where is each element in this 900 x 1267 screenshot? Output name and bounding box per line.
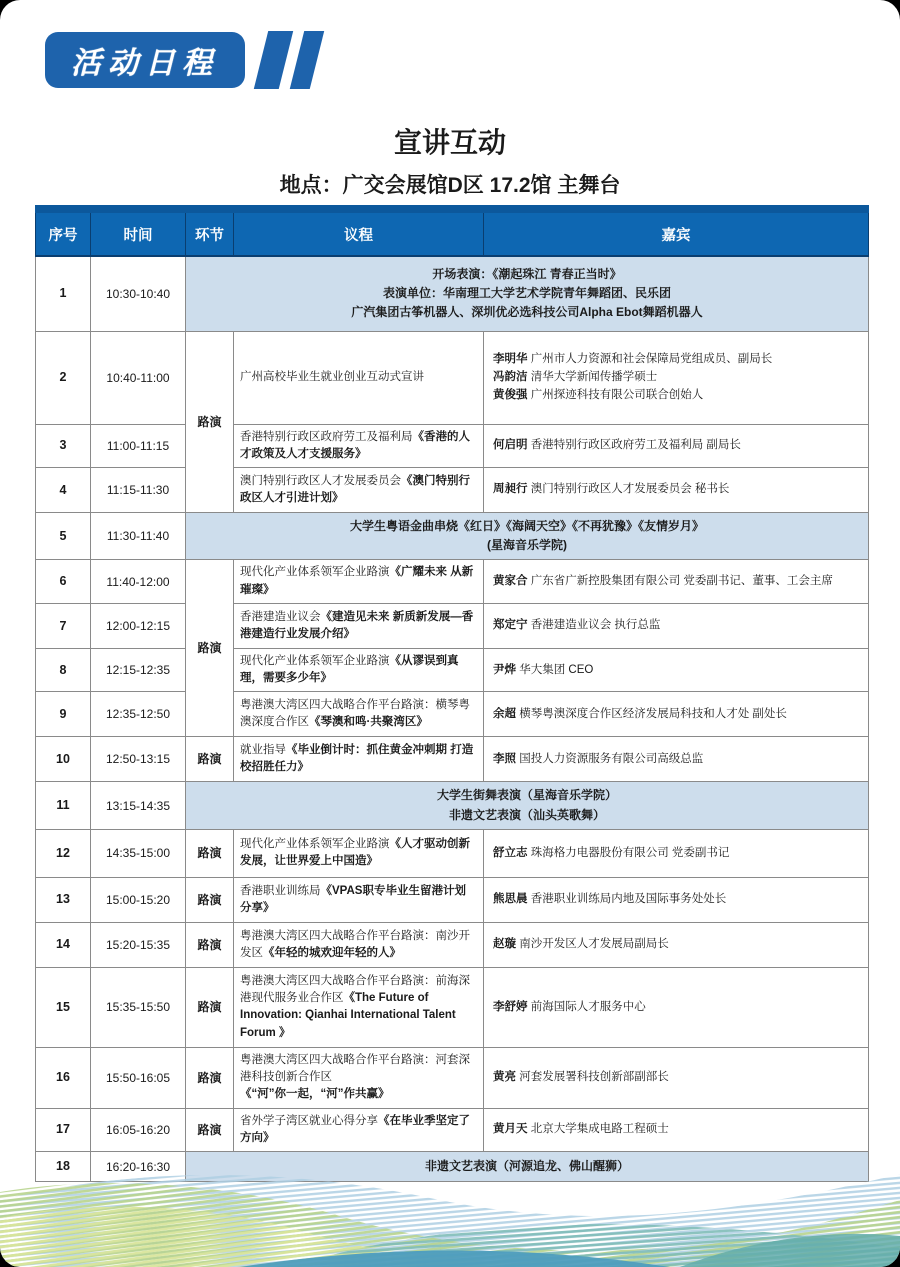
guest-cell (484, 877, 869, 922)
guest-cell (484, 829, 869, 877)
row-number: 7 (36, 603, 91, 648)
session-cell: 路演 (186, 1108, 234, 1152)
session-cell: 路演 (186, 967, 234, 1047)
row-number: 1 (36, 256, 91, 331)
guest-line: 周昶行 澳门特别行政区人才发展委员会 秘书长 (493, 483, 730, 496)
guest-name: 冯韵洁 (493, 370, 528, 383)
schedule-table-wrap (35, 205, 868, 1182)
table-row (36, 513, 869, 560)
row-number: 11 (36, 782, 91, 829)
guest-name: 黄月天 (493, 1123, 528, 1136)
agenda-text: 粤港澳大湾区四大战略合作平台路演：前海深港现代服务业合作区 (240, 974, 470, 1004)
guest-line: 余超 横琴粤澳深度合作区经济发展局科技和人才处 副处长 (493, 707, 787, 720)
row-number: 9 (36, 692, 91, 737)
agenda-text: 香港建造业议会 (240, 610, 321, 623)
row-time: 11:30-11:40 (91, 513, 186, 560)
accent-bar-icon (290, 31, 324, 89)
row-number: 17 (36, 1108, 91, 1152)
row-number: 12 (36, 829, 91, 877)
table-row (36, 829, 869, 877)
guest-line: 黄家合 广东省广新控股集团有限公司 党委副书记、董事、工会主席 (493, 575, 833, 587)
table-row (36, 560, 869, 604)
agenda-text: 现代化产业体系领军企业路演 (240, 838, 390, 850)
table-row (36, 648, 869, 692)
guest-line: 黄月天 北京大学集成电路工程硕士 (493, 1123, 669, 1136)
guest-name: 李舒婷 (493, 1000, 528, 1013)
guest-name: 周昶行 (493, 483, 528, 496)
agenda-text: 香港职业训练局 (240, 884, 321, 897)
agenda-text: 《毕业倒计时：抓住黄金冲刺期 打造校招胜任力》 (240, 744, 474, 774)
row-time: 12:00-12:15 (91, 603, 186, 648)
row-number: 13 (36, 877, 91, 922)
row-number: 5 (36, 513, 91, 560)
agenda-text: 澳门特别行政区人才发展委员会 (240, 474, 401, 487)
agenda-text: 就业指导 (240, 744, 286, 757)
row-number: 6 (36, 560, 91, 604)
row-number: 10 (36, 737, 91, 782)
agenda-text: 《广耀未来 从新璀璨》 (240, 566, 474, 596)
table-row (36, 1108, 869, 1152)
guest-cell (484, 560, 869, 604)
header-badge (45, 32, 317, 88)
agenda-cell (234, 603, 484, 648)
session-cell: 路演 (186, 1047, 234, 1108)
table-row (36, 922, 869, 967)
guest-name: 余超 (493, 707, 516, 720)
agenda-cell (234, 424, 484, 468)
guest-line: 李明华 广州市人力资源和社会保障局党组成员、副局长 (493, 352, 773, 365)
row-number: 8 (36, 648, 91, 692)
agenda-text: 省外学子湾区就业心得分享 (240, 1114, 378, 1127)
guest-cell (484, 737, 869, 782)
agenda-text: 粤港澳大湾区四大战略合作平台路演：横琴粤澳深度合作区 (240, 699, 470, 729)
agenda-cell (234, 331, 484, 424)
banner-cell (186, 513, 869, 560)
banner-line: (星海音乐学院) (487, 538, 567, 553)
row-number: 4 (36, 468, 91, 513)
guest-line: 赵璇 南沙开发区人才发展局副局长 (493, 938, 669, 951)
guest-line: 郑定宁 香港建造业议会 执行总监 (493, 619, 661, 632)
guest-line: 李舒婷 前海国际人才服务中心 (493, 1000, 646, 1013)
badge-pill (45, 32, 245, 88)
guest-line: 黄俊强 广州探迹科技有限公司联合创始人 (493, 389, 704, 402)
guest-line: 何启明 香港特别行政区政府劳工及福利局 副局长 (493, 439, 741, 452)
table-row (36, 1047, 869, 1108)
guest-name: 舒立志 (493, 846, 528, 859)
column-header: 嘉宾 (484, 209, 869, 256)
session-cell: 路演 (186, 829, 234, 877)
agenda-text: 《澳门特别行政区人才引进计划》 (240, 474, 470, 504)
row-time: 14:35-15:00 (91, 829, 186, 877)
banner-cell (186, 782, 869, 829)
banner-line: 非遗文艺表演（汕头英歌舞） (448, 807, 605, 822)
row-time: 15:50-16:05 (91, 1047, 186, 1108)
row-time: 11:15-11:30 (91, 468, 186, 513)
guest-name: 郑定宁 (493, 619, 528, 632)
table-row (36, 256, 869, 331)
guest-cell (484, 331, 869, 424)
guest-cell (484, 603, 869, 648)
banner-line: 开场表演：《潮起珠江 青春正当时》 (432, 266, 622, 281)
table-header (36, 209, 869, 256)
agenda-cell (234, 877, 484, 922)
session-cell: 路演 (186, 922, 234, 967)
agenda-cell (234, 967, 484, 1047)
row-time: 15:00-15:20 (91, 877, 186, 922)
agenda-text: 香港特别行政区政府劳工及福利局 (240, 430, 413, 443)
row-time: 12:15-12:35 (91, 648, 186, 692)
agenda-cell (234, 922, 484, 967)
agenda-text: 粤港澳大湾区四大战略合作平台路演：南沙开发区 (240, 929, 470, 959)
session-cell: 路演 (186, 877, 234, 922)
agenda-cell (234, 1047, 484, 1108)
row-time: 12:35-12:50 (91, 692, 186, 737)
row-number: 3 (36, 424, 91, 468)
guest-cell (484, 424, 869, 468)
guest-cell (484, 1108, 869, 1152)
guest-name: 黄俊强 (493, 389, 528, 402)
table-row (36, 737, 869, 782)
page-title: 宣讲互动 (393, 127, 506, 158)
agenda-cell (234, 648, 484, 692)
row-time: 10:30-10:40 (91, 256, 186, 331)
agenda-text: 《VPAS职专毕业生留港计划分享》 (240, 884, 466, 914)
session-cell: 路演 (186, 560, 234, 737)
page-subtitle: 地点：广交会展馆D区 17.2馆 主舞台 (279, 173, 621, 197)
table-row (36, 692, 869, 737)
table-row (36, 877, 869, 922)
accent-bar-icon (254, 31, 293, 89)
row-number: 14 (36, 922, 91, 967)
guest-line: 黄亮 河套发展署科技创新部副部长 (493, 1071, 669, 1083)
agenda-text: 《在毕业季坚定了方向》 (240, 1114, 470, 1144)
table-row (36, 967, 869, 1047)
agenda-text: 《“河”你一起，“河”作共赢》 (240, 1088, 390, 1101)
row-time: 11:40-12:00 (91, 560, 186, 604)
guest-line: 尹烨 华大集团 CEO (493, 663, 594, 676)
session-cell: 路演 (186, 737, 234, 782)
row-number: 16 (36, 1047, 91, 1108)
guest-line: 舒立志 珠海格力电器股份有限公司 党委副书记 (493, 846, 730, 859)
guest-name: 赵璇 (493, 938, 516, 951)
agenda-cell (234, 1108, 484, 1152)
row-time: 15:20-15:35 (91, 922, 186, 967)
badge-label: 活动日程 (71, 47, 219, 80)
agenda-text: 现代化产业体系领军企业路演 (240, 566, 390, 579)
table-row (36, 424, 869, 468)
guest-cell (484, 1047, 869, 1108)
agenda-text: 《The Future of Innovation: Qianhai International Talent Forum 》 (240, 992, 456, 1039)
agenda-text: 《香港的人才政策及人才支援服务》 (240, 430, 470, 460)
guest-cell (484, 648, 869, 692)
guest-name: 黄家合 (493, 575, 528, 587)
column-header: 序号 (36, 209, 91, 256)
banner-line: 非遗文艺表演（河源追龙、佛山醒狮） (424, 1158, 629, 1173)
guest-name: 尹烨 (493, 663, 516, 676)
guest-cell (484, 468, 869, 513)
agenda-text: 《琴澳和鸣·共聚湾区》 (309, 716, 428, 729)
table-row (36, 603, 869, 648)
guest-line: 冯韵洁 清华大学新闻传播学硕士 (493, 370, 658, 383)
session-cell: 路演 (186, 331, 234, 513)
agenda-cell (234, 468, 484, 513)
guest-cell (484, 922, 869, 967)
row-number: 18 (36, 1152, 91, 1182)
banner-line: 表演单位：华南理工大学艺术学院青年舞蹈团、民乐团 (382, 286, 671, 301)
table-row (36, 782, 869, 829)
row-time: 15:35-15:50 (91, 967, 186, 1047)
guest-line: 熊思晨 香港职业训练局内地及国际事务处处长 (493, 893, 727, 906)
agenda-text: 《建造见未来 新质新发展—香港建造行业发展介绍》 (240, 610, 474, 640)
agenda-text: 现代化产业体系领军企业路演 (240, 654, 390, 667)
table-row (36, 331, 869, 424)
guest-name: 熊思晨 (493, 893, 528, 906)
agenda-text: 《年轻的城欢迎年轻的人》 (263, 946, 401, 959)
guest-name: 何启明 (493, 439, 528, 452)
guest-name: 李明华 (493, 352, 528, 365)
row-time: 11:00-11:15 (91, 424, 186, 468)
banner-line: 大学生粤语金曲串烧《红日》《海阔天空》《不再犹豫》《友情岁月》 (349, 519, 704, 533)
row-number: 15 (36, 967, 91, 1047)
agenda-cell (234, 737, 484, 782)
row-time: 12:50-13:15 (91, 737, 186, 782)
column-header: 时间 (91, 209, 186, 256)
agenda-text: 广州高校毕业生就业创业互动式宣讲 (240, 370, 424, 383)
guest-name: 李照 (493, 752, 516, 765)
row-time: 10:40-11:00 (91, 331, 186, 424)
column-header: 环节 (186, 209, 234, 256)
agenda-cell (234, 829, 484, 877)
banner-line: 大学生街舞表演（星海音乐学院） (436, 788, 617, 803)
banner-cell (186, 256, 869, 331)
guest-name: 黄亮 (493, 1071, 516, 1083)
agenda-text: 粤港澳大湾区四大战略合作平台路演：河套深港科技创新合作区 (240, 1053, 470, 1083)
table-row (36, 468, 869, 513)
table-row (36, 1152, 869, 1182)
agenda-cell (234, 560, 484, 604)
guest-line: 李照 国投人力资源服务有限公司高级总监 (493, 752, 704, 765)
row-time: 13:15-14:35 (91, 782, 186, 829)
badge-accent-bars (261, 32, 317, 88)
banner-line: 广汽集团古筝机器人、深圳优必选科技公司Alpha Ebot舞蹈机器人 (351, 305, 703, 320)
agenda-text: 《从谬误到真理，需要多少年》 (240, 654, 459, 685)
row-number: 2 (36, 331, 91, 424)
title-block (0, 126, 900, 199)
guest-cell (484, 967, 869, 1047)
agenda-cell (234, 692, 484, 737)
table-body (36, 256, 869, 1182)
row-time: 16:05-16:20 (91, 1108, 186, 1152)
row-time: 16:20-16:30 (91, 1152, 186, 1182)
column-header: 议程 (234, 209, 484, 256)
banner-cell (186, 1152, 869, 1182)
schedule-table (35, 205, 869, 1182)
agenda-text: 《人才驱动创新发展，让世界爱上中国造》 (240, 838, 470, 868)
guest-cell (484, 692, 869, 737)
